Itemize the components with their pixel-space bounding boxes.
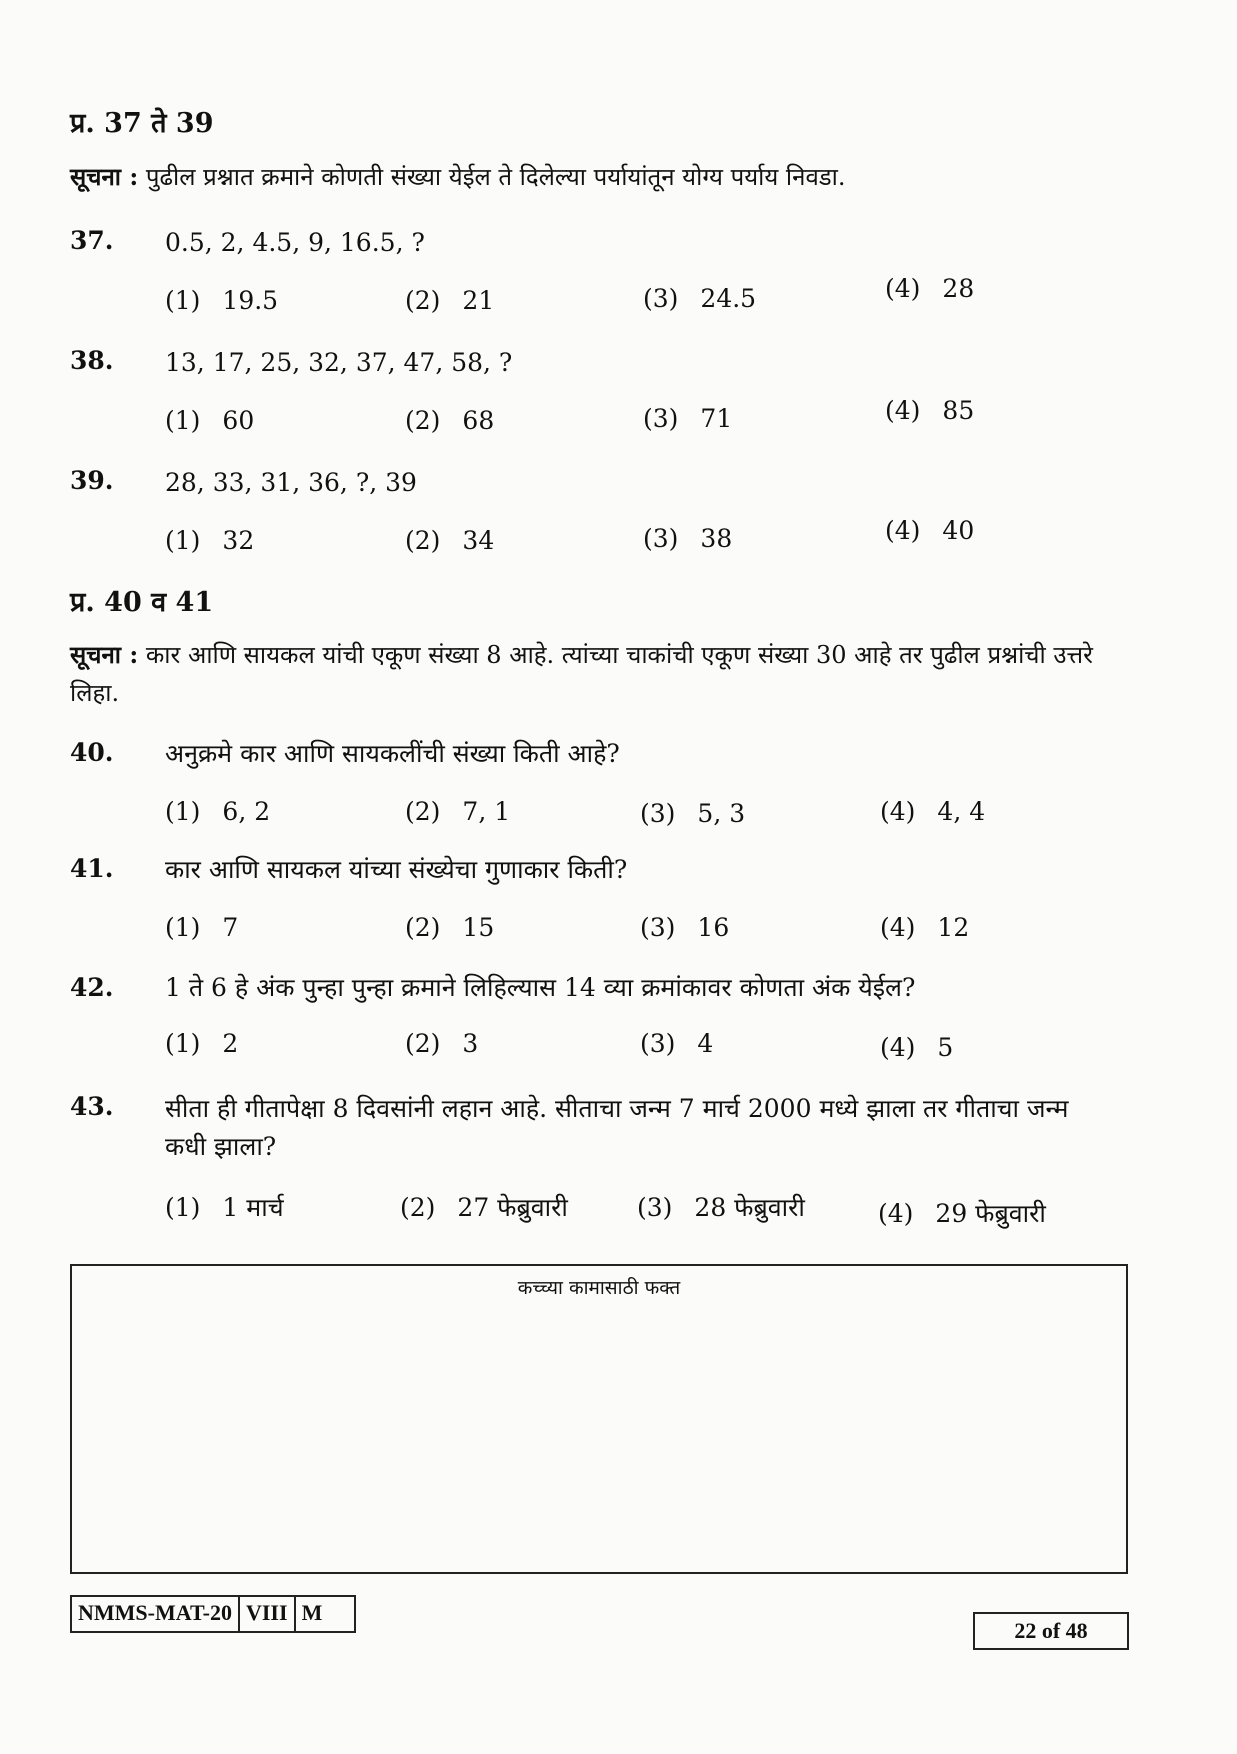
option-3[interactable]: (3) 24.5 [643,284,757,313]
question-number: 39. [70,466,114,495]
question-text: 1 ते 6 हे अंक पुन्हा पुन्हा क्रमाने लिहिल्यास 14 व्या क्रमांकावर कोणता अंक येईल? [165,973,916,1002]
section-heading-40-41: प्र. 40 व 41 [70,587,214,618]
option-4[interactable]: (4) 28 [885,274,975,303]
class-code: VIII [240,1597,296,1631]
option-3[interactable]: (3) 38 [643,524,733,553]
rough-work-box [70,1264,1128,1574]
option-3[interactable]: (3) 4 [640,1029,714,1058]
instruction-label: सूचना : [70,640,139,669]
question-text: सीता ही गीतापेक्षा 8 दिवसांनी लहान आहे. सीताचा जन्म 7 मार्च 2000 मध्ये झाला तर गीताचा जन्म कधी झाला? [165,1094,1069,1161]
option-1[interactable]: (1) 19.5 [165,286,279,315]
option-1[interactable]: (1) 6, 2 [165,797,271,826]
option-2[interactable]: (2) 21 [405,286,495,315]
section-heading-37-39: प्र. 37 ते 39 [70,108,214,139]
question-text: अनुक्रमे कार आणि सायकलींची संख्या किती आहे? [165,739,620,768]
option-2[interactable]: (2) 15 [405,913,495,942]
medium-code: M [301,1600,323,1625]
option-4[interactable]: (4) 4, 4 [880,797,986,826]
question-number: 40. [70,738,114,767]
option-4[interactable]: (4) 40 [885,516,975,545]
question-text: 13, 17, 25, 32, 37, 47, 58, ? [165,348,513,377]
rough-work-label: कच्च्या कामासाठी फक्त [517,1277,681,1299]
option-1[interactable]: (1) 32 [165,526,255,555]
option-2[interactable]: (2) 3 [405,1029,479,1058]
option-2[interactable]: (2) 34 [405,526,495,555]
option-4[interactable]: (4) 85 [885,396,975,425]
paper-code-box [70,1595,356,1633]
option-4[interactable]: (4) 5 [880,1033,954,1062]
instruction-37-39 [70,158,1130,196]
option-4[interactable]: (4) 29 फेब्रुवारी [878,1199,1046,1228]
question-text: कार आणि सायकल यांच्या संख्येचा गुणाकार किती? [165,855,628,884]
question-number: 37. [70,226,114,255]
option-3[interactable]: (3) 5, 3 [640,799,746,828]
option-3[interactable]: (3) 71 [643,404,733,433]
option-1[interactable]: (1) 1 मार्च [165,1193,284,1222]
question-text: 28, 33, 31, 36, ?, 39 [165,468,417,497]
option-2[interactable]: (2) 27 फेब्रुवारी [400,1193,568,1222]
option-3[interactable]: (3) 28 फेब्रुवारी [637,1193,805,1222]
question-number: 41. [70,854,114,883]
question-number: 38. [70,346,114,375]
page-number: 22 of 48 [973,1612,1129,1650]
paper-code: NMMS-MAT-20 [72,1597,240,1631]
question-number: 42. [70,973,114,1002]
option-3[interactable]: (3) 16 [640,913,730,942]
option-4[interactable]: (4) 12 [880,913,970,942]
option-2[interactable]: (2) 68 [405,406,495,435]
instruction-label: सूचना : [70,162,139,191]
instruction-text: पुढील प्रश्नात क्रमाने कोणती संख्या येईल ते दिलेल्या पर्यायांतून योग्य पर्याय निवडा. [145,163,846,191]
instruction-40-41 [70,636,1130,712]
option-1[interactable]: (1) 7 [165,913,239,942]
option-1[interactable]: (1) 60 [165,406,255,435]
question-number: 43. [70,1092,114,1121]
option-2[interactable]: (2) 7, 1 [405,797,511,826]
option-1[interactable]: (1) 2 [165,1029,239,1058]
instruction-text: कार आणि सायकल यांची एकूण संख्या 8 आहे. त्यांच्या चाकांची एकूण संख्या 30 आहे तर पुढील प्रश्नांची उत्तरे लिहा. [70,641,1093,707]
question-text: 0.5, 2, 4.5, 9, 16.5, ? [165,228,425,257]
